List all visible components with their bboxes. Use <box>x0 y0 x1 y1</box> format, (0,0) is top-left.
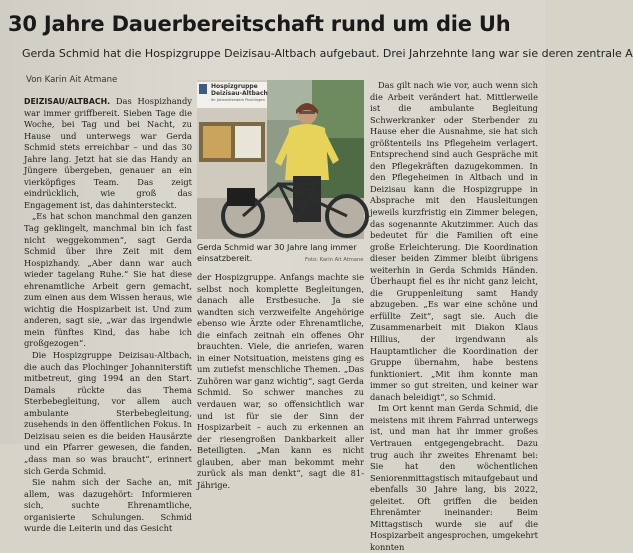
article-photo <box>197 80 364 239</box>
article-column-2 <box>197 272 364 491</box>
photo-illustration <box>197 80 364 239</box>
article-column-3 <box>370 80 538 553</box>
byline: Von Karin Ait Atmane <box>26 75 118 85</box>
headline: 30 Jahre Dauerbereitschaft rund um die Uh <box>8 12 511 36</box>
paragraph: Die Hospizgruppe Deizisau-Altbach, die auch das Plochinger Johanniterstift mitbetreut, ging 1994 an den Start. Damals rückte das Thema Sterbebegleitung, vor allem auch ambulante Sterbebegleitung, zusehends in den öffentlichen Fokus. In Deizisau seien es die beiden Hausärzte und ein Pfarrer gewesen, die fanden, „dass man so was braucht“, erinnert sich Gerda Schmid. <box>24 350 192 476</box>
article-column-1 <box>24 96 192 535</box>
paragraph: Im Ort kennt man Gerda Schmid, die meistens mit ihrem Fahrrad unterwegs ist, und man hat ihr immer großes Vertrauen entgegengebracht. Dazu trug auch ihr zweites Ehrenamt bei: Sie hat den wöchentlichen Seniorenmittagstisch mitaufgebaut und ebenfalls 30 Jahre lang, bis 2022, geleitet. Oft griffen die beiden Ehrenämter ineinander: Beim Mittagstisch wurde sie auf die Hospizarbeit angesprochen, umgekehrt konnten <box>370 403 538 552</box>
paragraph: „Es hat schon manchmal den ganzen Tag geklingelt, manchmal bin ich fast nicht weggekommen“, sagt Gerda Schmid über ihre Zeit mit dem Hospizhandy. „Aber dann war auch wieder tagelang Ruhe.“ Sie hat diese ehrenamtliche Arbeit gern gemacht, zum einen aus dem Wissen heraus, wie wichtig die Hospizarbeit ist. Und zum anderen, sagt sie, „war das irgendwie mein fünftes Kind, das habe ich großgezogen“. <box>24 211 192 349</box>
photo-credit: Foto: Karin Ait Atmane <box>305 257 364 263</box>
paragraph: Das Hospizhandy war immer griffbereit. Sieben Tage die Woche, bei Tag und bei Nacht, zu Hause und unterwegs war Gerda Schmid stets erreichbar – und das 30 Jahre lang. Jetzt hat sie das Handy an Jüngere übergeben, genauer an ein vierköpfiges Team. Das zeigt eindrücklich, wie groß das Engagement ist, das dahintersteckt. <box>24 96 192 210</box>
paragraph: Sie nahm sich der Sache an, mit allem, was dazugehört: Informieren sich, suchte Ehrenamtliche, organisierte Schulungen. Schmid wurde die Leiterin und das Gesicht <box>24 477 192 534</box>
sign-line-3: Ihr Johanniterwerk Plochingen <box>211 98 265 102</box>
sign-line-1: Hospizgruppe <box>211 83 258 90</box>
paragraph: Das gilt nach wie vor, auch wenn sich die Arbeit verändert hat. Mittlerweile ist die ambulante Begleitung Schwerkranker oder Sterbender zu Hause eher die Ausnahme, sie hat sich größtenteils ins Pflegeheim verlagert. Entsprechend sind auch Gespräche mit den Pflegekräften dazugekommen. In den Pflegeheimen in Altbach und in Deizisau kann die Hospizgruppe in Absprache mit den Hausleitungen jeweils kurzfristig ein Zimmer belegen, das sogenannte Akutzimmer. Auch das bedeutet für die Familien oft eine große Erleichterung. Die Koordination dieser beiden Zimmer bleibt übrigens weiterhin in Gerda Schmids Händen. Überhaupt fiel es ihr nicht ganz leicht, die Gruppenleitung samt Handy abzugeben. „Es war eine schöne und erfüllte Zeit“, sagt sie. Auch die Zusammenarbeit mit Diakon Klaus Hillius, der irgendwann als Hauptamtlicher die Koordination der Gruppe übernahm, habe bestens funktioniert. „Mit ihm konnte man immer so gut streiten, und keiner war danach beleidigt“, so Schmid. <box>370 80 538 402</box>
paragraph: der Hospizgruppe. Anfangs machte sie selbst noch komplette Begleitungen, danach alle Erstbesuche. Ja sie wandten sich verzweifelte Angehörige ebenso wie Ärzte oder Ehrenamtliche, die einfach zeitnah ein offenes Ohr brauchten. Viele, die anriefen, waren in einer Notsituation, meistens ging es um zutiefst menschliche Themen. „Das Zuhören war ganz wichtig“, sagt Gerda Schmid. So schwer manches zu verdauen war, so offensichtlich war und ist für sie der Sinn der Hospizarbeit – auch zu erkennen an der riesengroßen Dankbarkeit aller Beteiligten. „Man kann es nicht glauben, aber man bekommt mehr zurück als man denkt“, sagt die 81-Jährige. <box>197 272 364 490</box>
photo-caption: Gerda Schmid war 30 Jahre lang immer einsatzbereit. <box>197 242 357 263</box>
subheadline: Gerda Schmid hat die Hospizgruppe Deizisau-Altbach aufgebaut. Drei Jahrzehnte lang war sie deren zentrale A <box>22 47 633 60</box>
dateline: DEIZISAU/ALTBACH. <box>24 97 111 106</box>
sign-line-2: Deizisau-Altbach <box>211 90 268 97</box>
